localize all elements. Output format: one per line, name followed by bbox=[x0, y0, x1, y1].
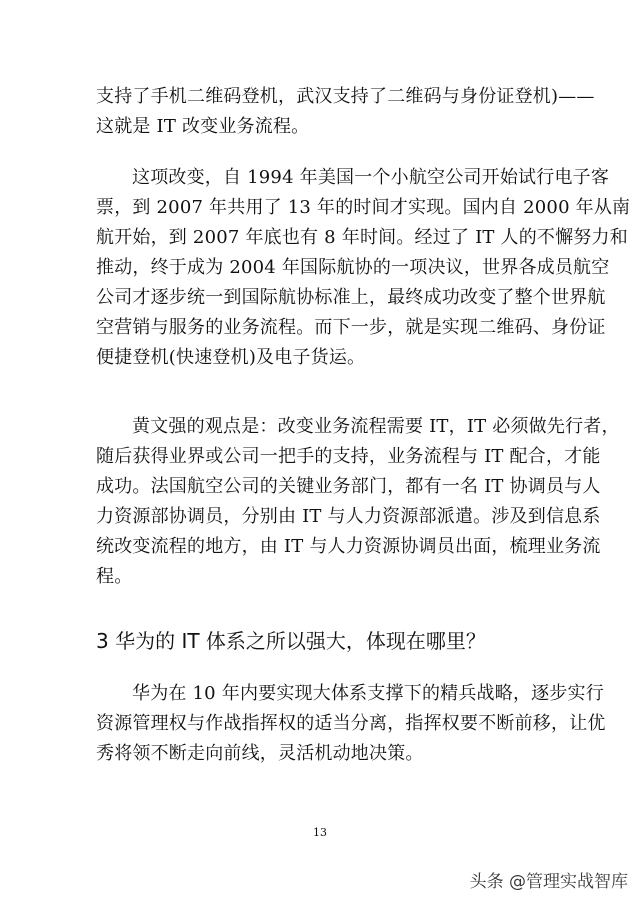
paragraph-line: 这就是 IT 改变业务流程。 bbox=[96, 116, 310, 137]
paragraph-line: 统改变流程的地方，由 IT 与人力资源协调员出面，梳理业务流 bbox=[96, 536, 601, 557]
paragraph-line: 华为在 10 年内要实现大体系支撑下的精兵战略，逐步实行 bbox=[132, 683, 604, 704]
paragraph-4 bbox=[96, 679, 606, 769]
paragraph-line: 这项改变，自 1994 年美国一个小航空公司开始试行电子客 bbox=[132, 167, 610, 188]
paragraph-line: 成功。法国航空公司的关键业务部门，都有一名 IT 协调员与人 bbox=[96, 476, 601, 497]
paragraph-3 bbox=[96, 412, 620, 592]
paragraph-line: 程。 bbox=[96, 566, 133, 587]
paragraph-line: 力资源部协调员，分别由 IT 与人力资源部派遣。涉及到信息系 bbox=[96, 506, 601, 527]
paragraph-line: 资源管理权与作战指挥权的适当分离，指挥权要不断前移，让优 bbox=[96, 713, 606, 734]
paragraph-line: 航开始，到 2007 年底也有 8 年时间。经过了 IT 人的不懈努力和 bbox=[96, 227, 628, 248]
paragraph-1 bbox=[96, 82, 595, 142]
paragraph-line: 公司才逐步统一到国际航协标准上，最终成功改变了整个世界航 bbox=[96, 287, 606, 308]
paragraph-2 bbox=[96, 163, 631, 373]
paragraph-line: 便捷登机(快速登机)及电子货运。 bbox=[96, 347, 366, 368]
paragraph-line: 空营销与服务的业务流程。而下一步，就是实现二维码、身份证 bbox=[96, 317, 606, 338]
paragraph-line: 黄文强的观点是：改变业务流程需要 IT，IT 必须做先行者， bbox=[132, 416, 620, 437]
page-number: 13 bbox=[313, 826, 327, 839]
paragraph-line: 支持了手机二维码登机，武汉支持了二维码与身份证登机)—— bbox=[96, 86, 595, 107]
watermark: 头条 @管理实战智库 bbox=[469, 872, 628, 892]
paragraph-line: 秀将领不断走向前线，灵活机动地决策。 bbox=[96, 743, 424, 764]
paragraph-line: 推动，终于成为 2004 年国际航协的一项决议，世界各成员航空 bbox=[96, 257, 610, 278]
paragraph-line: 票，到 2007 年共用了 13 年的时间才实现。国内自 2000 年从南 bbox=[96, 197, 631, 218]
paragraph-line: 随后获得业界或公司一把手的支持，业务流程与 IT 配合，才能 bbox=[96, 446, 601, 467]
section-heading: 3 华为的 IT 体系之所以强大，体现在哪里？ bbox=[96, 629, 486, 653]
